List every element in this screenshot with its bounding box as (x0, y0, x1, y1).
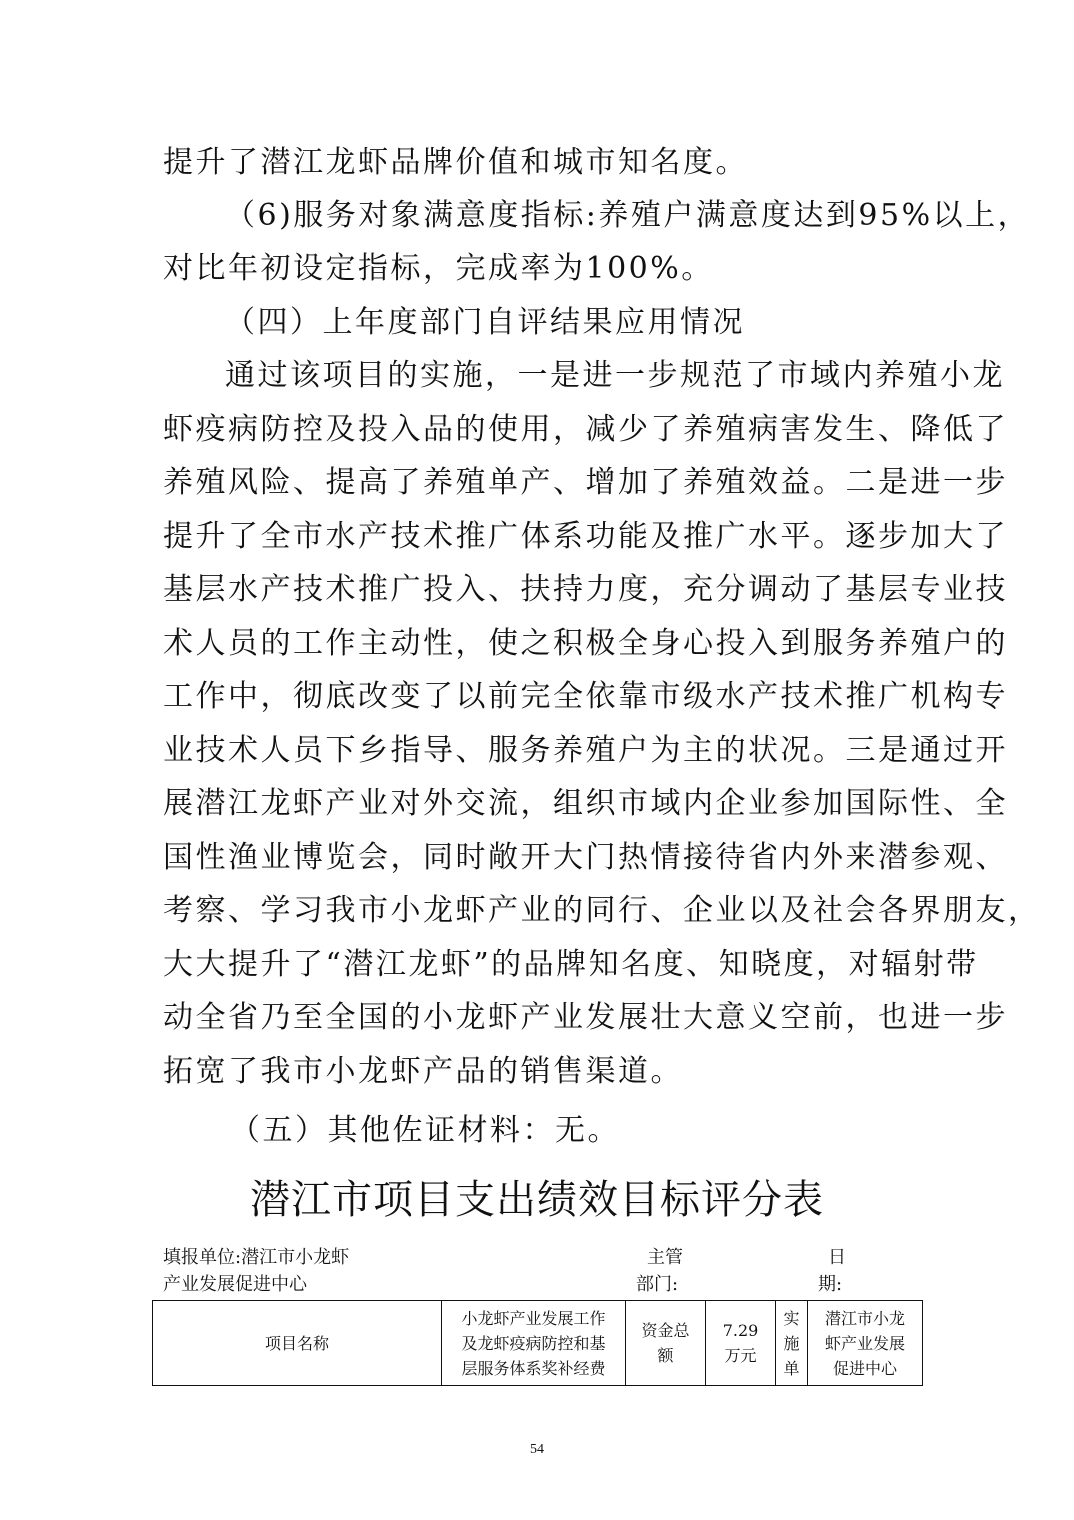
paragraph-line: 国性渔业博览会，同时敞开大门热情接待省内外来潜参观、 (163, 840, 1008, 875)
table-title: 潜江市项目支出绩效目标评分表 (250, 1177, 824, 1223)
paragraph-line: 动全省乃至全国的小龙虾产业发展壮大意义空前，也进一步 (163, 1000, 1008, 1035)
project-name-value: 小龙虾产业发展工作 及龙虾疫病防控和基 层服务体系奖补经费 (442, 1301, 626, 1386)
paragraph-line: 对比年初设定指标，完成率为100%。 (163, 251, 714, 286)
section-heading: （五）其他佐证材料：无。 (230, 1113, 620, 1148)
paragraph-line: 拓宽了我市小龙虾产品的销售渠道。 (163, 1054, 683, 1089)
section-heading: （四）上年度部门自评结果应用情况 (225, 305, 745, 340)
paragraph-line: 工作中，彻底改变了以前完全依靠市级水产技术推广机构专 (163, 679, 1008, 714)
table-row (153, 1301, 923, 1386)
paragraph-line: 考察、学习我市小龙虾产业的同行、企业以及社会各界朋友， (163, 893, 1041, 928)
paragraph-line: 业技术人员下乡指导、服务养殖户为主的状况。三是通过开 (163, 733, 1008, 768)
paragraph-line: 术人员的工作主动性，使之积极全身心投入到服务养殖户的 (163, 626, 1008, 661)
impl-unit-value: 潜江市小龙 虾产业发展 促进中心 (808, 1301, 923, 1386)
paragraph-line: 展潜江龙虾产业对外交流，组织市域内企业参加国际性、全 (163, 786, 1008, 821)
filling-unit-label-cont: 产业发展促进中心 (163, 1274, 307, 1295)
project-info-table (152, 1300, 923, 1386)
paragraph-line: 提升了全市水产技术推广体系功能及推广水平。逐步加大了 (163, 519, 1008, 554)
supervising-dept-label-cont: 部门: (636, 1274, 679, 1295)
paragraph-line: 提升了潜江龙虾品牌价值和城市知名度。 (163, 145, 748, 180)
paragraph-line: 虾疫病防控及投入品的使用，减少了养殖病害发生、降低了 (163, 412, 1008, 447)
filling-unit-label: 填报单位:潜江市小龙虾 (163, 1247, 350, 1268)
fund-total-label: 资金总 额 (626, 1301, 706, 1386)
project-name-label: 项目名称 (153, 1301, 442, 1386)
date-label: 日 (828, 1247, 846, 1268)
impl-unit-label: 实 施 单 (776, 1301, 808, 1386)
supervising-dept-label: 主管 (647, 1247, 683, 1268)
paragraph-line: 通过该项目的实施，一是进一步规范了市域内养殖小龙 (225, 358, 1005, 393)
fund-total-value: 7.29 万元 (706, 1301, 776, 1386)
paragraph-line: （6)服务对象满意度指标:养殖户满意度达到95%以上， (225, 198, 1031, 233)
paragraph-line: 大大提升了“潜江龙虾”的品牌知名度、知晓度，对辐射带 (163, 947, 979, 982)
page-number: 54 (530, 1442, 544, 1457)
paragraph-line: 基层水产技术推广投入、扶持力度，充分调动了基层专业技 (163, 572, 1008, 607)
paragraph-line: 养殖风险、提高了养殖单产、增加了养殖效益。二是进一步 (163, 465, 1008, 500)
date-label-cont: 期: (818, 1274, 843, 1295)
